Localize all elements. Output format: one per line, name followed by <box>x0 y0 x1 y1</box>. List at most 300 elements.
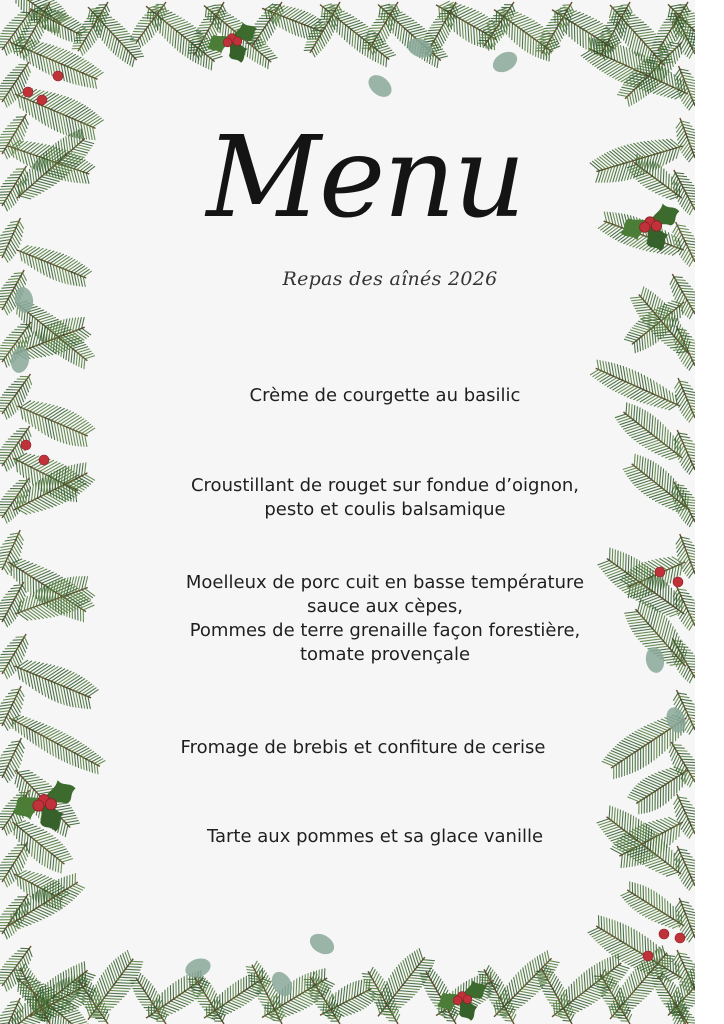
pine-needle <box>678 859 679 872</box>
pine-needle <box>634 434 651 440</box>
pine-needle <box>618 148 633 161</box>
pine-needle <box>103 973 109 991</box>
pine-needle <box>677 47 679 58</box>
pine-needle <box>676 387 682 396</box>
pine-needle <box>649 601 666 607</box>
pine-branch <box>588 916 682 982</box>
pine-needle <box>6 281 18 282</box>
pine-needle <box>627 145 642 158</box>
pine-needle <box>62 1017 64 1024</box>
pine-needle <box>208 13 218 14</box>
pine-needle <box>684 294 695 295</box>
pine-needle <box>247 43 249 56</box>
pine-needle <box>349 984 351 1001</box>
pine-needle <box>665 403 674 409</box>
pine-needle <box>236 997 249 1002</box>
pine-needle <box>190 47 199 48</box>
pine-needle <box>315 25 327 26</box>
pine-needle <box>542 954 544 966</box>
pine-needle <box>632 92 634 104</box>
pine-needle <box>616 11 625 12</box>
pine-needle <box>106 24 120 26</box>
pine-needle <box>652 462 654 480</box>
pine-needle <box>677 543 683 552</box>
pine-branch <box>0 946 32 991</box>
pine-needle <box>631 626 650 629</box>
pine-needle <box>401 963 407 981</box>
pine-needle <box>424 38 435 39</box>
pine-needle <box>28 429 31 437</box>
pine-needle <box>371 997 383 998</box>
pine-needle <box>678 179 689 180</box>
pine-needle <box>175 31 177 48</box>
pine-needle <box>663 387 665 400</box>
pine-needle <box>1 753 13 755</box>
pine-needle <box>68 823 80 825</box>
pine-needle <box>3 183 16 184</box>
pine-needle <box>644 411 645 428</box>
pine-needle <box>271 1017 279 1018</box>
pine-needle <box>269 987 275 997</box>
pine-needle <box>132 58 134 67</box>
pine-needle <box>684 809 695 811</box>
pine-needle <box>685 565 691 574</box>
pine-needle <box>578 997 595 1003</box>
pine-needle <box>3 230 15 232</box>
pine-needle <box>683 187 695 188</box>
pine-needle <box>653 832 654 853</box>
pine-needle <box>474 26 475 44</box>
pine-needle <box>140 21 152 22</box>
pine-needle <box>36 11 45 12</box>
pine-needle <box>176 997 190 1003</box>
pine-needle <box>626 614 640 616</box>
pine-needle <box>53 21 55 35</box>
pine-needle <box>641 409 642 426</box>
pine-needle <box>125 969 140 970</box>
pine-needle <box>684 965 695 967</box>
pine-needle <box>522 31 523 49</box>
pine-needle <box>363 977 371 978</box>
pine-needle <box>681 871 688 882</box>
pine-needle <box>80 750 91 756</box>
pine-branch <box>304 2 341 57</box>
pine-needle <box>22 830 23 844</box>
pine-needle <box>87 125 90 140</box>
pine-needle <box>650 379 653 394</box>
pine-needle <box>573 1001 589 1006</box>
pine-needle <box>621 46 624 65</box>
pine-needle <box>127 967 141 968</box>
pine-needle <box>676 751 687 752</box>
pine-needle <box>632 790 647 796</box>
pine-needle <box>171 22 187 27</box>
pine-needle <box>63 103 81 114</box>
pine-needle <box>27 22 39 23</box>
pine-needle <box>48 323 64 328</box>
pine-needle <box>626 403 627 414</box>
pine-needle <box>269 58 277 60</box>
pine-needle <box>679 136 687 147</box>
pine-needle <box>409 978 427 979</box>
pine-needle <box>30 672 33 688</box>
pine-needle <box>687 496 688 508</box>
pine-needle <box>26 254 28 266</box>
pine-needle <box>419 965 433 966</box>
pine-needle <box>405 959 410 976</box>
pine-needle <box>67 66 70 82</box>
pine-needle <box>667 954 668 969</box>
pine-needle <box>38 727 50 734</box>
pine-needle <box>384 52 393 55</box>
pine-needle <box>312 30 324 31</box>
pine-needle <box>596 934 610 941</box>
pine-needle <box>72 318 75 332</box>
pine-needle <box>423 982 433 983</box>
pine-needle <box>538 45 547 46</box>
pine-needle <box>536 40 537 56</box>
pine-needle <box>396 993 414 995</box>
pine-needle <box>634 143 649 156</box>
pine-needle <box>682 806 694 808</box>
pine-needle <box>509 983 512 998</box>
pine-needle <box>681 140 689 151</box>
pine-needle <box>625 162 631 181</box>
pine-needle <box>123 48 126 60</box>
pine-needle <box>637 455 638 468</box>
pine-needle <box>4 463 7 471</box>
pine-needle <box>135 29 146 30</box>
pine-needle <box>426 991 438 992</box>
pine-needle <box>360 980 362 994</box>
pine-needle <box>683 762 695 763</box>
pine-needle <box>31 784 48 787</box>
pine-needle <box>445 8 453 9</box>
pine-needle <box>322 7 323 16</box>
pine-needle <box>46 844 62 849</box>
pine-needle <box>669 248 678 255</box>
pine-needle <box>662 425 663 442</box>
pine-needle <box>9 23 21 24</box>
pine-needle <box>632 370 635 386</box>
pine-needle <box>665 471 667 490</box>
pine-needle <box>462 20 463 38</box>
pine-needle <box>682 75 693 77</box>
pine-needle <box>23 252 25 263</box>
pine-needle <box>45 95 62 106</box>
pine-needle <box>0 39 10 40</box>
pine-needle <box>79 318 82 330</box>
pine-needle <box>90 126 93 140</box>
pine-needle <box>681 439 692 441</box>
pine-needle <box>85 356 95 359</box>
pine-needle <box>639 484 657 490</box>
pine-needle <box>681 384 691 386</box>
pine-needle <box>20 494 22 507</box>
pine-needle <box>354 981 356 997</box>
pine-needle <box>679 592 689 593</box>
pine-needle <box>252 47 253 60</box>
pine-needle <box>674 180 675 192</box>
pine-branch <box>9 715 105 774</box>
pine-needle <box>306 44 315 45</box>
pine-needle <box>642 934 643 954</box>
pine-needle <box>541 36 552 37</box>
pine-needle <box>18 40 29 41</box>
pine-needle <box>339 21 340 35</box>
pine-needle <box>94 72 103 78</box>
pine-needle <box>54 99 72 111</box>
pine-needle <box>108 26 123 28</box>
pine-needle <box>85 688 96 695</box>
pine-needle <box>576 979 577 997</box>
pine-needle <box>33 910 48 917</box>
pine-needle <box>627 617 642 619</box>
pine-needle <box>55 858 56 871</box>
pine-needle <box>659 151 664 167</box>
pine-needle <box>678 812 685 823</box>
pine-needle <box>628 555 629 574</box>
pine-needle <box>364 979 373 980</box>
pine-needle <box>622 162 628 180</box>
pine-needle <box>134 56 143 57</box>
pine-needle <box>129 964 142 965</box>
pine-needle <box>645 825 646 846</box>
pine-needle <box>465 21 466 40</box>
pine-needle <box>79 72 82 86</box>
pine-needle <box>395 970 401 988</box>
pine-needle <box>587 971 588 989</box>
pine-needle <box>629 369 632 385</box>
pine-needle <box>437 1009 448 1010</box>
pine-needle <box>681 803 692 805</box>
pine-needle <box>620 552 621 568</box>
pine-needle <box>609 919 610 934</box>
pine-needle <box>660 578 661 597</box>
pine-needle <box>397 967 403 985</box>
pine-needle <box>5 964 18 965</box>
pine-needle <box>68 22 79 28</box>
pine-needle <box>0 704 12 706</box>
pine-needle <box>378 51 379 62</box>
pine-needle <box>407 980 425 982</box>
pine-needle <box>170 27 172 44</box>
pine-needle <box>257 52 258 63</box>
pine-needle <box>29 729 30 742</box>
pine-needle <box>18 95 20 108</box>
pine-needle <box>686 5 689 12</box>
pine-needle <box>601 223 610 230</box>
pine-needle <box>685 357 691 366</box>
pine-needle <box>673 827 674 843</box>
pine-needle <box>442 10 451 11</box>
pine-needle <box>37 843 39 861</box>
pine-needle <box>677 809 684 820</box>
pine-needle <box>681 855 692 857</box>
pine-needle <box>14 824 15 835</box>
pine-needle <box>130 55 132 65</box>
pine-needle <box>664 818 677 825</box>
pine-needle <box>606 757 619 763</box>
pine-needle <box>91 71 100 77</box>
pine-needle <box>104 998 122 999</box>
pine-needle <box>0 36 12 37</box>
pine-needle <box>85 428 95 435</box>
pine-needle <box>5 180 17 181</box>
pine-needle <box>27 779 43 782</box>
pine-needle <box>626 554 627 572</box>
pine-needle <box>76 318 79 331</box>
pine-needle <box>668 847 669 864</box>
pine-needle <box>261 51 271 54</box>
pine-needle <box>389 1021 396 1022</box>
pine-needle <box>27 172 29 187</box>
pine-needle <box>27 410 30 424</box>
pine-needle <box>31 316 32 330</box>
pine-needle <box>512 23 513 40</box>
pine-needle <box>592 931 604 937</box>
pine-needle <box>610 151 624 163</box>
pine-needle <box>26 873 38 880</box>
pine-needle <box>90 1017 101 1018</box>
pine-needle <box>677 225 685 226</box>
pine-needle <box>619 163 625 181</box>
pine-needle <box>19 828 20 841</box>
pine-needle <box>13 545 20 556</box>
pine-needle <box>680 487 681 502</box>
pine-needle <box>83 752 94 758</box>
pine-needle <box>649 461 650 478</box>
pine-needle <box>619 22 624 32</box>
pine-needle <box>14 753 20 764</box>
pine-needle <box>74 746 86 752</box>
pine-needle <box>517 993 533 996</box>
pine-needle <box>46 738 47 753</box>
pine-needle <box>678 864 685 875</box>
pine-needle <box>121 975 138 976</box>
pine-needle <box>0 1016 12 1018</box>
pine-needle <box>589 969 590 987</box>
pine-needle <box>80 269 89 275</box>
pine-needle <box>22 565 36 571</box>
pine-needle <box>445 21 450 31</box>
pine-needle <box>61 862 62 873</box>
pine-needle <box>346 985 348 1002</box>
pine-needle <box>683 127 694 129</box>
pine-needle <box>626 897 638 902</box>
pine-needle <box>683 822 689 832</box>
pine-needle <box>645 644 666 647</box>
pine-needle <box>118 957 123 972</box>
pine-needle <box>19 777 22 791</box>
pine-needle <box>634 304 647 306</box>
pine-needle <box>620 366 623 381</box>
pine-needle <box>679 824 680 837</box>
pine-needle <box>677 183 678 194</box>
pine-needle <box>366 985 377 986</box>
pine-needle <box>24 409 26 422</box>
pine-needle <box>636 309 651 311</box>
pine-needle <box>647 332 648 347</box>
pine-needle <box>629 430 646 436</box>
pine-needle <box>191 44 201 45</box>
pine-needle <box>654 326 656 343</box>
pine-needle <box>38 838 55 843</box>
pine-needle <box>636 87 639 100</box>
pine-needle <box>3 1010 15 1012</box>
pine-needle <box>648 912 662 918</box>
pine-needle <box>675 439 676 452</box>
pine-needle <box>665 247 675 254</box>
pine-needle <box>663 608 677 613</box>
pine-needle <box>624 853 625 867</box>
pine-needle <box>616 164 621 181</box>
pine-needle <box>85 74 87 87</box>
pine-needle <box>681 247 687 258</box>
pine-needle <box>101 976 107 994</box>
pine-needle <box>109 965 115 982</box>
pine-needle <box>21 97 24 111</box>
pine-needle <box>468 23 469 42</box>
pine-branch <box>676 534 695 578</box>
pine-needle <box>617 365 619 379</box>
pine-needle <box>34 786 52 789</box>
pine-needle <box>322 969 323 981</box>
pine-needle <box>263 56 264 66</box>
pine-needle <box>649 330 650 346</box>
pine-needle <box>22 993 34 994</box>
pine-needle <box>352 982 354 999</box>
pine-needle <box>51 98 69 110</box>
pine-needle <box>675 288 681 299</box>
pine-needle <box>5 648 17 649</box>
pine-needle <box>618 95 628 97</box>
pine-needle <box>635 818 636 839</box>
pine-needle <box>658 575 659 595</box>
pine-needle <box>210 10 219 11</box>
pine-needle <box>676 825 677 839</box>
pine-needle <box>280 15 283 29</box>
pine-needle <box>14 654 20 666</box>
pine-needle <box>115 34 130 36</box>
pine-needle <box>677 390 684 400</box>
pine-needle <box>36 836 53 841</box>
pine-needle <box>171 1001 185 1007</box>
pine-needle <box>12 720 13 729</box>
pine-needle <box>668 557 679 564</box>
pine-needle <box>4 284 16 285</box>
pine-needle <box>86 166 95 173</box>
pine-needle <box>671 177 672 190</box>
pine-needle <box>681 595 692 597</box>
pine-needle <box>142 35 145 44</box>
pine-needle <box>15 230 21 240</box>
pine-needle <box>672 393 674 403</box>
pine-needle <box>604 212 607 222</box>
pine-needle <box>601 916 602 929</box>
pine-needle <box>594 965 595 983</box>
pine-needle <box>685 721 691 730</box>
pine-needle <box>547 951 549 961</box>
pine-needle <box>632 27 649 29</box>
pine-needle <box>15 973 23 974</box>
pine-needle <box>20 871 30 877</box>
pine-needle <box>106 996 124 997</box>
pine-needle <box>661 618 667 639</box>
pine-needle <box>83 277 85 287</box>
pine-needle <box>615 921 616 938</box>
pine-needle <box>357 981 359 996</box>
